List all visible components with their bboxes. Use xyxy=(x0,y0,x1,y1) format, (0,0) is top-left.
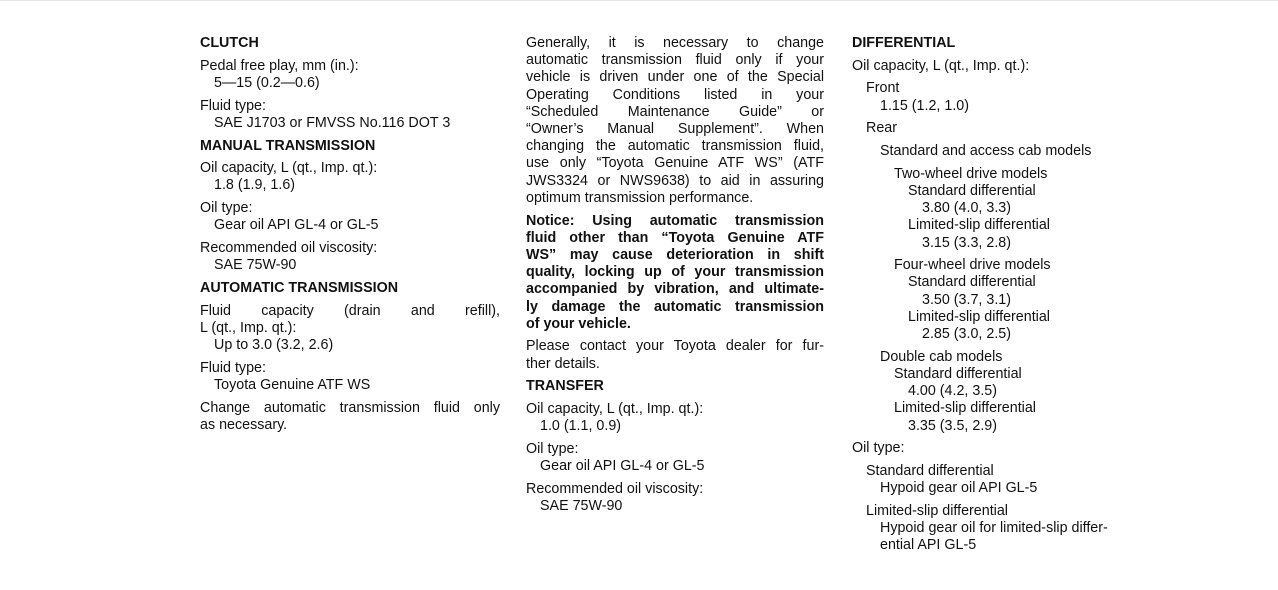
automatic-capacity-label-line: Fluid capacity (drain and refill), xyxy=(200,302,500,319)
column-left xyxy=(200,35,500,440)
double-cab-limited-slip-label: Limited-slip differential xyxy=(894,400,1036,417)
manual-viscosity-label: Recommended oil viscosity: xyxy=(200,240,378,257)
general-line: changing the automatic transmission fluid, xyxy=(526,138,824,155)
notice-line: ly damage the automatic transmission xyxy=(526,298,824,315)
automatic-capacity-value: Up to 3.0 (3.2, 2.6) xyxy=(214,337,334,354)
four-wheel-drive-label: Four-wheel drive models xyxy=(894,257,1051,274)
general-line: JWS3324 or NWS9638) to aid in assuring xyxy=(526,172,824,189)
general-line: “Owner’s Manual Supplement”. When xyxy=(526,121,824,138)
manual-capacity-label: Oil capacity, L (qt., Imp. qt.): xyxy=(200,160,378,177)
automatic-fluid-type-value: Toyota Genuine ATF WS xyxy=(214,376,371,393)
differential-oil-type-label: Oil type: xyxy=(852,440,905,457)
two-wheel-drive-label: Two-wheel drive models xyxy=(894,165,1048,182)
transfer-capacity-label: Oil capacity, L (qt., Imp. qt.): xyxy=(526,401,704,418)
oil-type-standard-value: Hypoid gear oil API GL-5 xyxy=(880,480,1038,497)
two-wd-standard-value: 3.80 (4.0, 3.3) xyxy=(922,200,1012,217)
general-line: automatic transmission fluid only if your xyxy=(526,52,824,69)
pedal-free-play-label: Pedal free play, mm (in.): xyxy=(200,57,359,74)
manual-viscosity-value: SAE 75W-90 xyxy=(214,257,297,274)
automatic-change-note xyxy=(200,400,500,434)
clutch-fluid-label: Fluid type: xyxy=(200,97,266,114)
four-wd-limited-slip-value: 2.85 (3.0, 2.5) xyxy=(922,326,1012,343)
std-access-cab-label: Standard and access cab models xyxy=(880,143,1092,160)
contact-line: ther details. xyxy=(526,355,600,372)
contact-line: Please contact your Toyota dealer for fur- xyxy=(526,338,824,355)
contact-paragraph xyxy=(526,338,824,372)
transfer-oil-type-label: Oil type: xyxy=(526,440,579,457)
manual-oil-type-value: Gear oil API GL-4 or GL-5 xyxy=(214,217,379,234)
notice-line: accompanied by vibration, and ultimate- xyxy=(526,281,824,298)
manual-oil-type-label: Oil type: xyxy=(200,200,253,217)
oil-type-limited-slip-value-cont: ential API GL-5 xyxy=(880,537,977,554)
four-wd-standard-value: 3.50 (3.7, 3.1) xyxy=(922,291,1012,308)
general-line: use only “Toyota Genuine ATF WS” (ATF xyxy=(526,155,824,172)
oil-type-limited-slip-label: Limited-slip differential xyxy=(866,502,1008,519)
automatic-general-paragraph xyxy=(526,35,824,207)
two-wd-limited-slip-label: Limited-slip differential xyxy=(908,217,1050,234)
pedal-free-play-value: 5—15 (0.2—0.6) xyxy=(214,74,320,91)
change-note-line: Change automatic transmission fluid only xyxy=(200,399,500,416)
column-middle xyxy=(526,35,824,521)
oil-type-limited-slip-value: Hypoid gear oil for limited-slip differ- xyxy=(880,520,1108,537)
double-cab-label: Double cab models xyxy=(880,348,1003,365)
automatic-capacity-label xyxy=(200,303,500,320)
column-right xyxy=(852,35,1157,554)
differential-capacity-label: Oil capacity, L (qt., Imp. qt.): xyxy=(852,57,1030,74)
clutch-heading: CLUTCH xyxy=(200,35,259,51)
general-line: “Scheduled Maintenance Guide” or xyxy=(526,103,824,120)
top-border xyxy=(0,0,1278,1)
double-cab-limited-slip-value: 3.35 (3.5, 2.9) xyxy=(908,417,998,434)
two-wd-standard-label: Standard differential xyxy=(908,182,1036,199)
front-value: 1.15 (1.2, 1.0) xyxy=(880,97,970,114)
double-cab-standard-label: Standard differential xyxy=(894,365,1022,382)
four-wd-limited-slip-label: Limited-slip differential xyxy=(908,308,1050,325)
change-note-line: as necessary. xyxy=(200,416,288,433)
automatic-transmission-heading: AUTOMATIC TRANSMISSION xyxy=(200,279,399,296)
transfer-viscosity-value: SAE 75W-90 xyxy=(540,498,623,515)
manual-transmission-heading: MANUAL TRANSMISSION xyxy=(200,137,376,154)
differential-heading: DIFFERENTIAL xyxy=(852,35,956,51)
transfer-heading: TRANSFER xyxy=(526,378,604,395)
oil-type-standard-label: Standard differential xyxy=(866,462,994,479)
four-wd-standard-label: Standard differential xyxy=(908,274,1036,291)
notice-line: Notice: Using automatic transmission xyxy=(526,212,824,229)
general-line: vehicle is driven under one of the Special xyxy=(526,69,824,86)
double-cab-standard-value: 4.00 (4.2, 3.5) xyxy=(908,383,998,400)
automatic-fluid-type-label: Fluid type: xyxy=(200,359,266,376)
clutch-fluid-value: SAE J1703 or FMVSS No.116 DOT 3 xyxy=(214,114,451,131)
general-line: Generally, it is necessary to change xyxy=(526,35,824,51)
notice-line: quality, locking up of your transmission xyxy=(526,264,824,281)
transfer-capacity-value: 1.0 (1.1, 0.9) xyxy=(540,418,622,435)
notice-line: WS” may cause deterioration in shift xyxy=(526,246,824,263)
notice-line: fluid other than “Toyota Genuine ATF xyxy=(526,229,824,246)
transfer-viscosity-label: Recommended oil viscosity: xyxy=(526,480,704,497)
notice-paragraph xyxy=(526,213,824,333)
front-label: Front xyxy=(866,80,900,97)
rear-label: Rear xyxy=(866,120,897,137)
two-wd-limited-slip-value: 3.15 (3.3, 2.8) xyxy=(922,234,1012,251)
general-line: Operating Conditions listed in your xyxy=(526,86,824,103)
general-line: optimum transmission performance. xyxy=(526,189,754,206)
manual-capacity-value: 1.8 (1.9, 1.6) xyxy=(214,177,296,194)
transfer-oil-type-value: Gear oil API GL-4 or GL-5 xyxy=(540,458,705,475)
notice-line: of your vehicle. xyxy=(526,315,631,332)
automatic-capacity-label-line: L (qt., Imp. qt.): xyxy=(200,319,297,336)
